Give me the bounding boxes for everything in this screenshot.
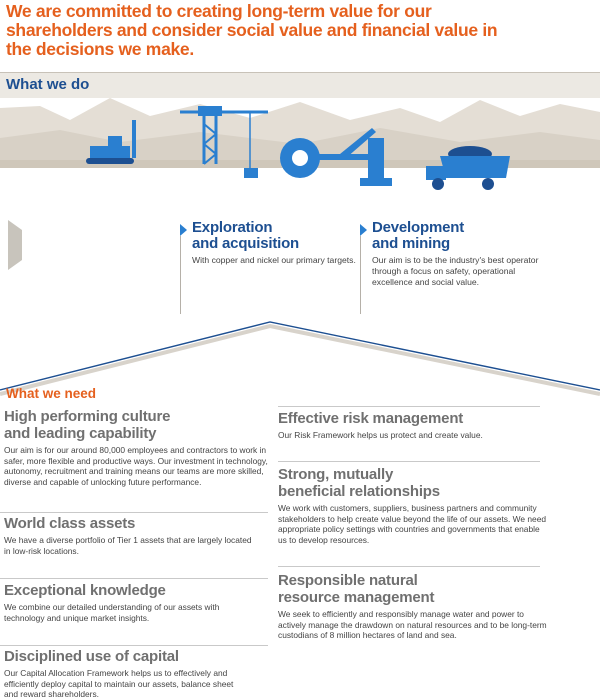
stage-description-line: Our aim is to be the industry's best operator <box>372 255 539 265</box>
stage-description: With copper and nickel our primary targets. <box>192 255 356 265</box>
need-body-line: We seek to efficiently and responsibly manage water and power to <box>278 609 524 619</box>
need-body-line: safer, more flexible and productive ways. Our investment in technology, <box>4 455 268 466</box>
stage-arrow-icon <box>180 224 187 236</box>
section-divider <box>0 578 268 579</box>
section-divider <box>0 645 268 646</box>
process-arrow-shape <box>8 220 22 270</box>
need-heading-line: resource management <box>278 589 435 606</box>
need-item-relationships <box>278 466 588 545</box>
need-body-line: stakeholders to help create value beyond the life of our assets. We need <box>278 513 547 524</box>
need-body-line: Our Capital Allocation Framework helps us to effectively and <box>4 668 228 678</box>
stage-arrow-icon <box>360 224 367 236</box>
need-body-line: We combine our detailed understanding of our assets with <box>4 602 220 612</box>
stage-description-line: excellence and social value. <box>372 277 480 287</box>
need-body-line: actively manage the drawdown on natural resources and to be long-term <box>278 619 547 630</box>
what-we-do-title: What we do <box>6 76 90 93</box>
need-heading-line: World class assets <box>4 515 136 532</box>
stage-title-line1: Exploration <box>192 219 273 236</box>
need-body-line: We have a diverse portfolio of Tier 1 assets that are largely located <box>4 535 252 545</box>
stage-description-line: through a focus on safety, operational <box>372 266 516 276</box>
section-divider <box>278 406 540 407</box>
need-item-risk <box>278 410 588 441</box>
stage-divider-line <box>360 236 361 314</box>
need-body-line: Our aim is for our around 80,000 employees and contractors to work in <box>4 445 267 455</box>
need-item-natural-resources <box>278 572 588 641</box>
stage-title-line1: Development <box>372 219 464 236</box>
mining-illustration <box>0 98 600 398</box>
need-body-line: and reward shareholders. <box>4 689 99 698</box>
need-body-line: us to develop resources. <box>278 534 370 545</box>
need-body-line: autonomy, recruitment and training means our teams are more skilled, <box>4 466 264 477</box>
need-heading-line: Strong, mutually <box>278 466 394 483</box>
need-heading-line: Effective risk management <box>278 410 464 427</box>
section-divider <box>278 566 540 567</box>
need-body-line: efficiently deploy capital to maintain our assets, balance sheet <box>4 678 234 689</box>
need-body-line: technology and unique market insights. <box>4 612 150 623</box>
need-body-line: We work with customers, suppliers, business partners and community <box>278 503 537 513</box>
crane-load-icon <box>244 168 258 178</box>
stage-divider-line <box>180 236 181 314</box>
need-heading-line: beneficial relationships <box>278 483 440 500</box>
need-item-capital <box>4 648 274 698</box>
stage-title-line2: and acquisition <box>192 235 300 252</box>
need-body-line: diverse and capable of unlocking future performance. <box>4 476 202 487</box>
what-we-need-title: What we need <box>6 386 97 401</box>
need-heading-line: High performing culture <box>4 408 171 425</box>
need-heading-line: Disciplined use of capital <box>4 648 179 665</box>
need-body-line: in low-risk locations. <box>4 545 79 556</box>
need-body-line: custodians of 8 million hectares of land and sea. <box>278 630 457 641</box>
section-divider <box>278 461 540 462</box>
stage-title-line2: and mining <box>372 235 450 252</box>
need-item-knowledge <box>4 582 274 623</box>
need-heading-line: Exceptional knowledge <box>4 582 166 599</box>
section-divider <box>0 512 268 513</box>
crane-cab-icon <box>198 106 222 116</box>
need-item-culture <box>4 408 274 487</box>
need-heading-line: Responsible natural <box>278 572 418 589</box>
what-we-do-band <box>0 72 600 98</box>
need-body-line: appropriate policy settings with countries and governments that enable <box>278 524 540 535</box>
page-headline: We are committed to creating long-term value for our shareholders and consider social value and financial value in the decisions we make. <box>6 1 498 59</box>
need-heading-line: and leading capability <box>4 425 157 442</box>
need-item-assets <box>4 515 274 556</box>
need-body-line: Our Risk Framework helps us protect and create value. <box>278 430 483 440</box>
